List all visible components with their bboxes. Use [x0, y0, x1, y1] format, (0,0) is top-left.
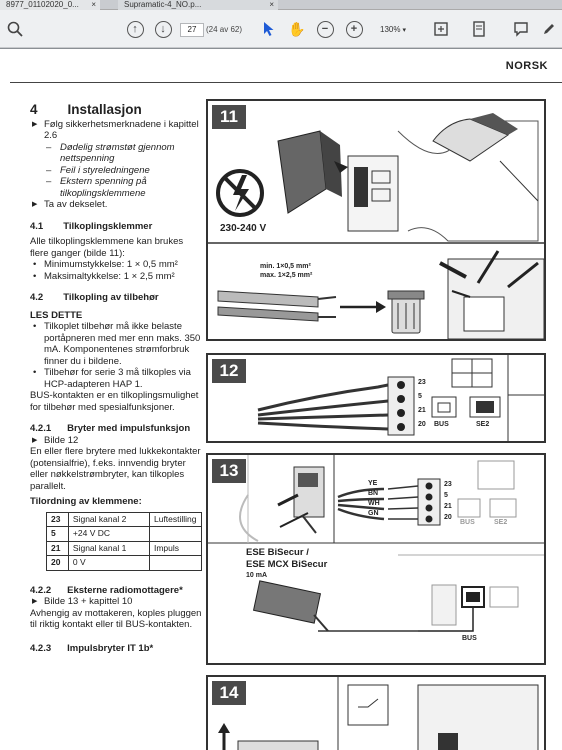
- table-cell: 5: [47, 527, 69, 542]
- header-rule: [10, 82, 562, 83]
- figure-11: [206, 99, 546, 341]
- wire-max-label: max. 1×2,5 mm²: [260, 272, 313, 279]
- page-view-button[interactable]: [468, 18, 490, 40]
- table-cell: [149, 527, 201, 542]
- terminal-label: 21: [444, 503, 452, 510]
- subsection-number: 4.2: [30, 292, 44, 303]
- paragraph: Avhengig av mottakeren, koples pluggen til riktig kontakt eller til BUS-kontakten.: [30, 607, 202, 630]
- bus-label: BUS: [460, 519, 475, 526]
- subsection-heading: [30, 585, 202, 597]
- figure-13: [206, 453, 546, 665]
- voltage-label: 230-240 V: [220, 223, 267, 234]
- zoom-select[interactable]: [380, 25, 406, 34]
- table-cell: Signal kanal 1: [68, 541, 149, 556]
- table-title: Tilordning av klemmene:: [30, 496, 142, 507]
- table-row: [47, 556, 202, 571]
- zoom-out-button[interactable]: [314, 18, 336, 40]
- terminal-label: 21: [418, 407, 426, 414]
- zoom-in-button[interactable]: [343, 18, 365, 40]
- fit-page-button[interactable]: [430, 18, 452, 40]
- current-label: 10 mA: [246, 572, 268, 579]
- subsection-number: 4.2.1: [30, 423, 52, 434]
- figure-number: 12: [212, 359, 246, 383]
- tab-document-2[interactable]: [118, 0, 278, 10]
- page-number-input[interactable]: 27: [180, 23, 204, 37]
- figure-14: [206, 675, 546, 750]
- table-cell: 21: [47, 541, 69, 556]
- table-row: [47, 512, 202, 527]
- wire-min-label: min. 1×0,5 mm²: [260, 263, 311, 270]
- terminal-label: 23: [418, 379, 426, 386]
- section-number: 4: [30, 102, 38, 117]
- table-cell: 23: [47, 512, 69, 527]
- se2-label: SE2: [494, 519, 508, 526]
- terminal-label: 23: [444, 481, 452, 488]
- subsection-heading: [30, 292, 202, 304]
- plus-icon: +: [346, 21, 363, 38]
- table-cell: +24 V DC: [68, 527, 149, 542]
- cursor-icon: [263, 21, 275, 37]
- hazard-item: – Feil i styreledningene: [30, 165, 202, 177]
- subsection-heading: [30, 221, 202, 233]
- table-cell: 0 V: [68, 556, 149, 571]
- table-cell: Signal kanal 2: [68, 512, 149, 527]
- bus-label: BUS: [434, 421, 449, 428]
- tab-strip: [0, 0, 562, 10]
- subsection-heading: [30, 423, 202, 435]
- figure-12: [206, 353, 546, 443]
- arrow-up-icon: ↑: [127, 21, 144, 38]
- figure-ref-bullet: ▶ Bilde 12: [30, 435, 202, 447]
- search-button[interactable]: [4, 18, 26, 40]
- hazard-item: – Ekstern spenning på tilkoplingsklemmene: [30, 176, 202, 199]
- wire-color-label: WH: [368, 500, 380, 507]
- figure-11-drawing: [208, 101, 546, 341]
- table-cell: Impuls: [149, 541, 201, 556]
- se2-label: SE2: [476, 421, 490, 428]
- section-heading: [30, 104, 202, 116]
- intro-bullet: ▶ Følg sikkerhetsmerknadene i kapittel 2.6: [30, 119, 202, 142]
- minus-icon: −: [317, 21, 334, 38]
- subsection-number: 4.2.2: [30, 584, 52, 596]
- terminal-label: 20: [418, 421, 426, 428]
- terminal-label: 5: [418, 393, 422, 400]
- table-cell: Luftestilling: [149, 512, 201, 527]
- subsection-number: 4.2.3: [30, 642, 52, 654]
- table-row: [47, 541, 202, 556]
- next-page-button[interactable]: [152, 18, 174, 40]
- subsection-heading: [30, 643, 202, 655]
- zoom-value: 130%: [380, 25, 401, 34]
- close-icon[interactable]: ×: [91, 0, 96, 9]
- figure-14-drawing: [208, 677, 546, 750]
- figure-12-drawing: [208, 355, 546, 443]
- terminal-label: 5: [444, 492, 448, 499]
- terminal-table: [46, 512, 202, 571]
- warning-label: LES DETTE: [30, 309, 83, 321]
- chevron-down-icon: ▾: [402, 27, 406, 34]
- arrow-down-icon: ↓: [155, 21, 172, 38]
- pdf-toolbar: [0, 10, 562, 48]
- fit-page-icon: [433, 21, 449, 37]
- subsection-title: Impulsbryter IT 1b*: [67, 642, 154, 654]
- bus-label: BUS: [462, 635, 477, 642]
- comment-icon: [513, 21, 529, 37]
- table-cell: [149, 556, 201, 571]
- subsection-title: Bryter med impulsfunksjon: [67, 423, 191, 434]
- list-item: • Tilkoplet tilbehør må ikke belaste portåpneren med mer enn maks. 350 mA. Komponentenes strømforbruk finner du i bildene.: [30, 321, 202, 367]
- table-row: [47, 527, 202, 542]
- list-item: • Minimumstykkelse: 1 × 0,5 mm²: [30, 259, 202, 271]
- tab-label: Supramatic-4_NO.p...: [124, 0, 202, 9]
- receiver-name: ESE BiSecur /: [246, 547, 309, 558]
- tab-label: 8977_01102020_0...: [6, 0, 79, 9]
- hazard-item: – Dødelig strømstøt gjennom nettspenning: [30, 142, 202, 165]
- subsection-title: Tilkopling av tilbehør: [63, 292, 159, 303]
- section-title: Installasjon: [67, 102, 142, 117]
- subsection-title: Tilkoplingsklemmer: [63, 220, 153, 232]
- pen-icon: [541, 21, 557, 37]
- draw-button[interactable]: [538, 18, 560, 40]
- list-item: • Maksimaltykkelse: 1 × 2,5 mm²: [30, 271, 202, 283]
- figure-number: 11: [212, 105, 246, 129]
- table-cell: 20: [47, 556, 69, 571]
- terminal-label: 20: [444, 514, 452, 521]
- subsection-title: Eksterne radiomottagere*: [67, 584, 183, 596]
- select-tool-button[interactable]: [258, 18, 280, 40]
- search-icon: [7, 21, 23, 37]
- hand-tool-button[interactable]: [286, 18, 308, 40]
- list-item: • Tilbehør for serie 3 må tilkoples via HCP-adapteren HAP 1.: [30, 367, 202, 390]
- language-header: NORSK: [505, 60, 548, 72]
- comment-button[interactable]: [510, 18, 532, 40]
- tab-document-1[interactable]: [0, 0, 100, 10]
- paragraph: BUS-kontakten er en tilkoplingsmulighet for tilbehør med spesialfunksjoner.: [30, 390, 199, 413]
- previous-page-button[interactable]: [124, 18, 146, 40]
- text-column: [30, 104, 202, 654]
- page-count-label: (24 av 62): [206, 25, 243, 34]
- receiver-name: ESE MCX BiSecur: [246, 559, 328, 570]
- figure-number: 14: [212, 681, 246, 705]
- wire-color-label: YE: [368, 480, 378, 487]
- cover-bullet: ▶ Ta av dekselet.: [30, 199, 202, 211]
- paragraph: En eller flere brytere med lukkekontakter (potensialfrie), f.eks. innvendig bryter eller nøkkelstrømbryter, kan tilkoples parallelt.: [30, 446, 201, 492]
- hand-icon: ✋: [288, 20, 306, 37]
- pdf-page: [0, 49, 562, 750]
- close-icon[interactable]: ×: [269, 0, 274, 9]
- figure-number: 13: [212, 459, 246, 483]
- paragraph: Alle tilkoplingsklemmene kan brukes flere ganger (bilde 11):: [30, 236, 184, 259]
- page-view-icon: [471, 21, 487, 37]
- wire-color-label: GN: [368, 510, 379, 517]
- wire-color-label: BN: [368, 490, 379, 497]
- subsection-number: 4.1: [30, 220, 44, 232]
- figure-ref-bullet: ▶ Bilde 13 + kapittel 10: [30, 596, 202, 608]
